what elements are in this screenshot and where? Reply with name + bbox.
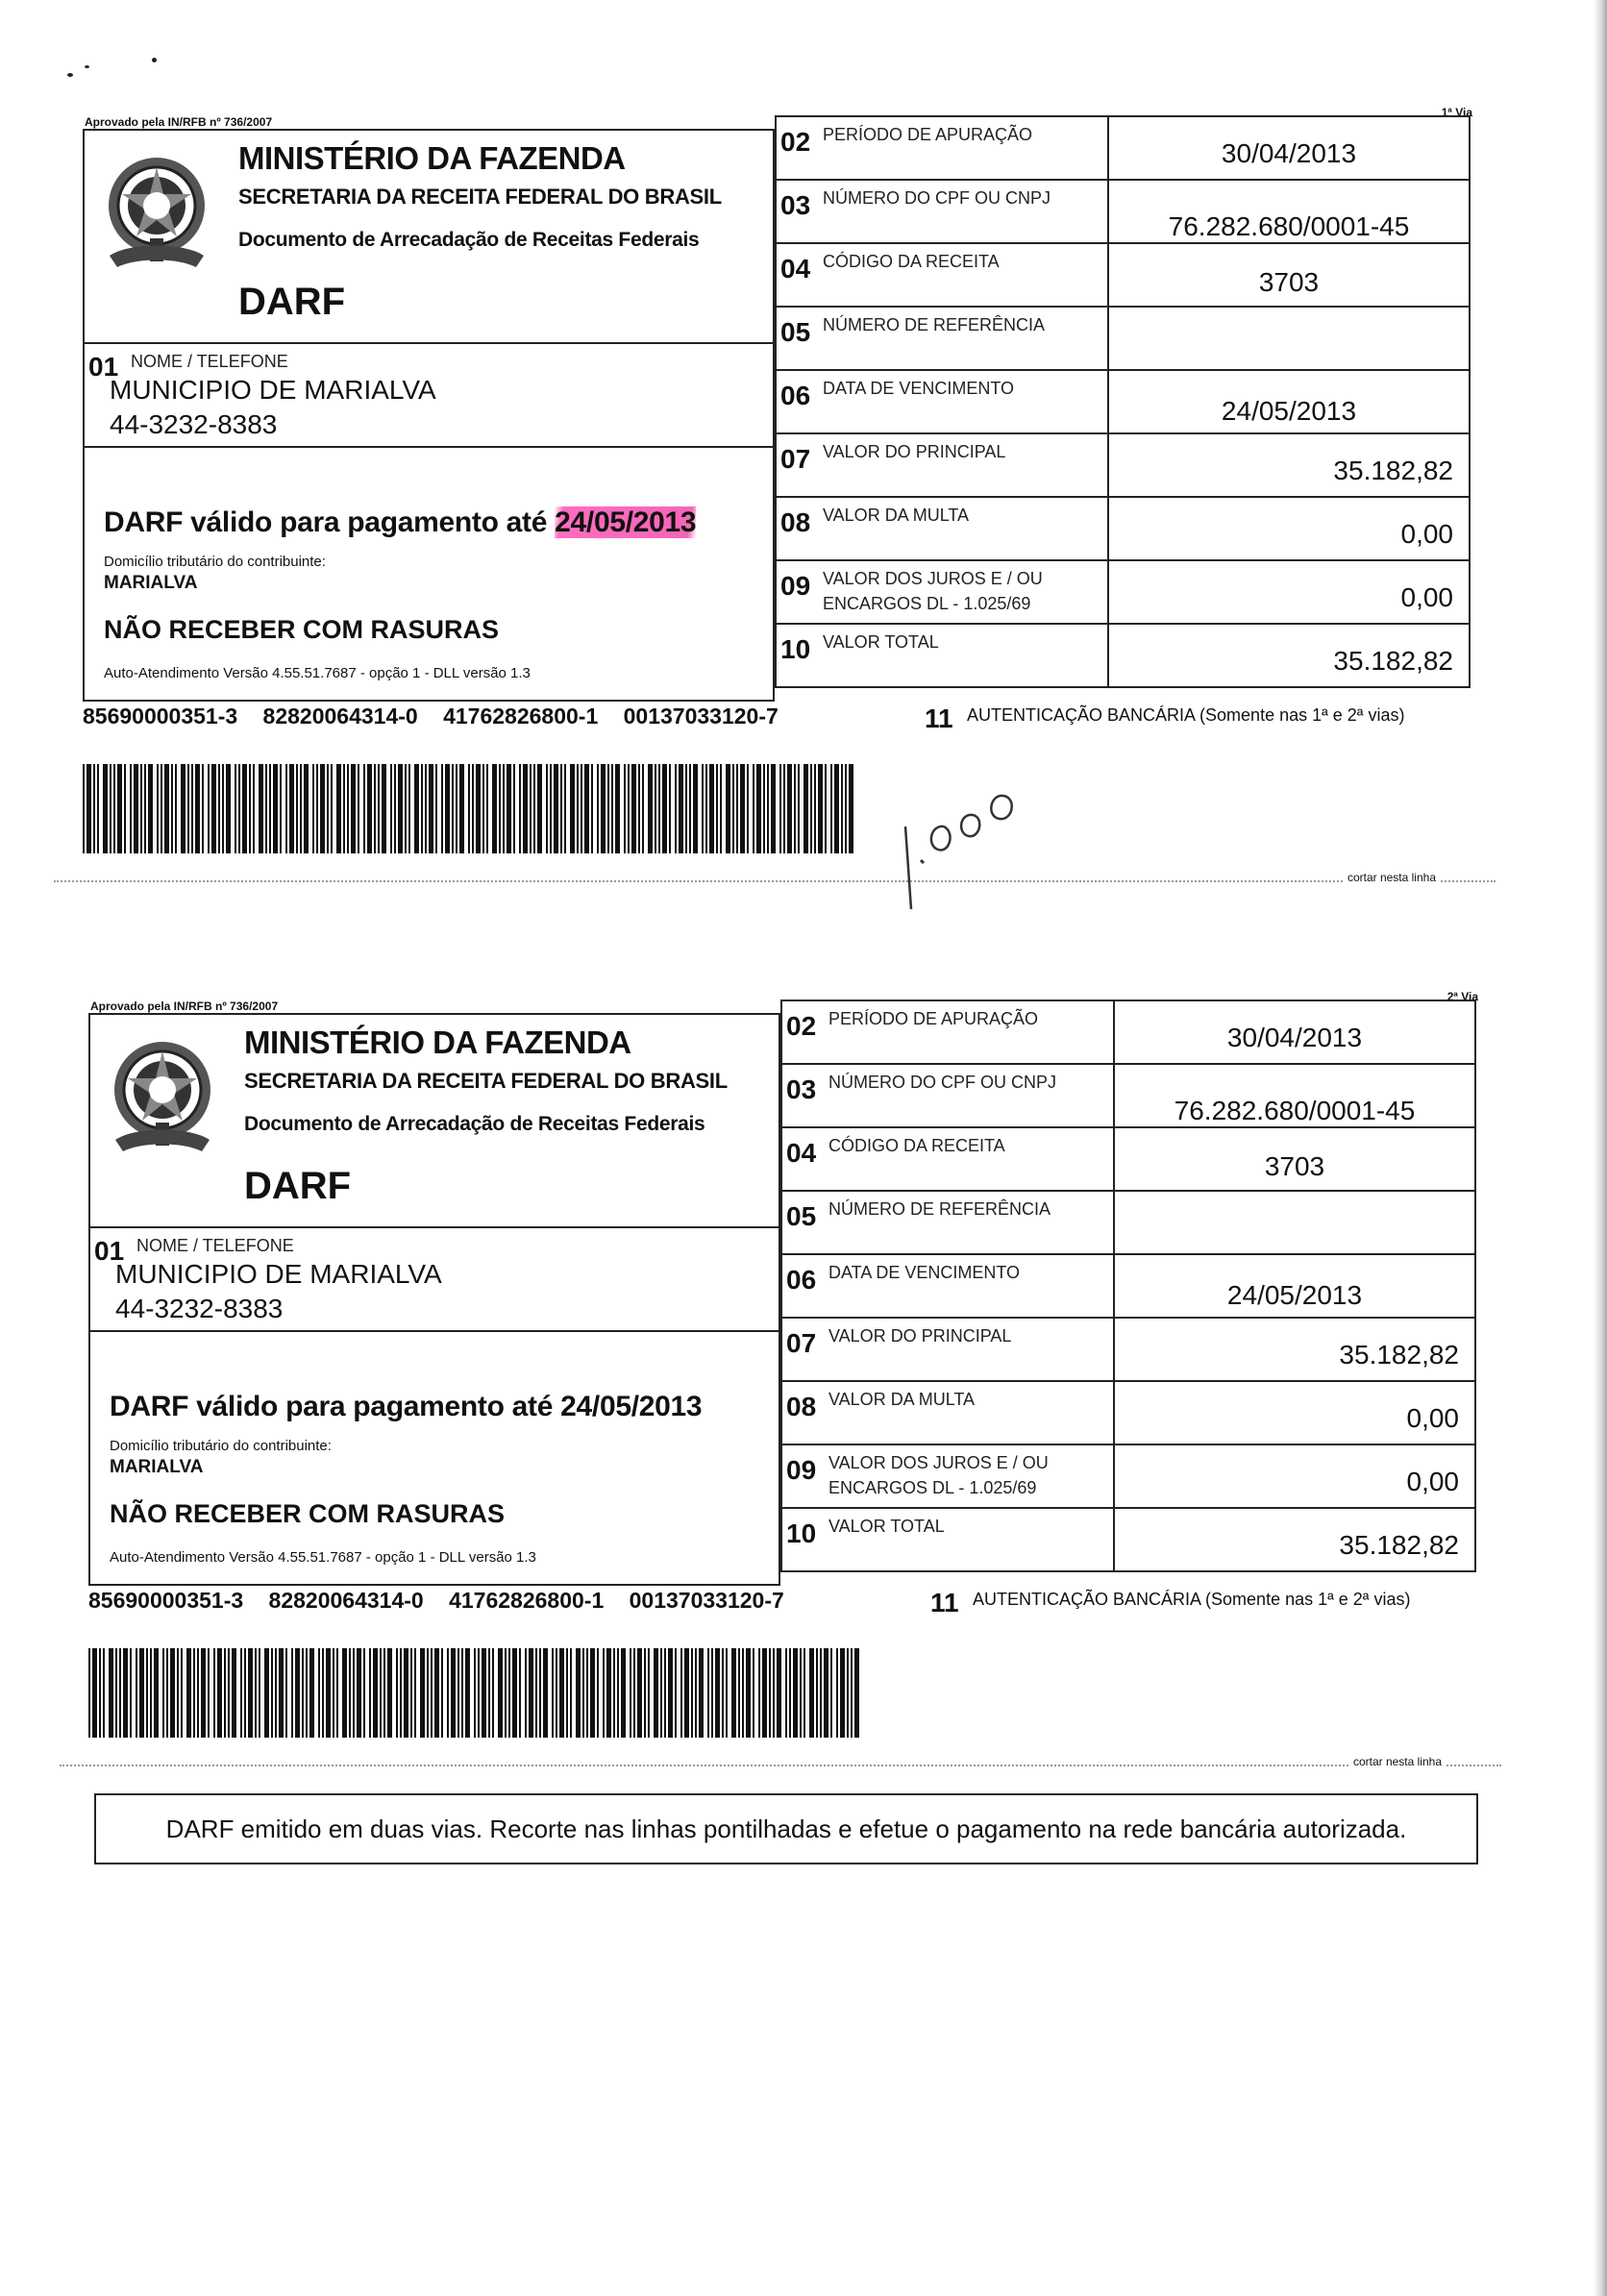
barcode — [83, 764, 853, 853]
divider — [775, 496, 1471, 498]
domicile-value: MARIALVA — [110, 1457, 204, 1477]
emission-footer-note: DARF emitido em duas vias. Recorte nas linhas pontilhadas e efetue o pagamento na rede bancária autorizada. — [94, 1793, 1478, 1864]
taxpayer-phone: 44-3232-8383 — [115, 1294, 284, 1323]
divider — [780, 1380, 1476, 1382]
field-number-02: 02 — [786, 1011, 817, 1041]
field-value-03: 76.282.680/0001-45 — [1168, 211, 1410, 241]
divider — [83, 342, 775, 344]
divider — [83, 446, 775, 448]
field-number-08: 08 — [786, 1392, 817, 1421]
domicile-label: Domicílio tributário do contribuinte: — [110, 1438, 332, 1454]
approval-note: Aprovado pela IN/RFB nº 736/2007 — [85, 115, 273, 129]
field-label-02: PERÍODO DE APURAÇÃO — [828, 1009, 1039, 1028]
divider — [775, 432, 1471, 434]
scan-speck — [85, 65, 89, 68]
scan-speck — [152, 58, 157, 62]
field-number-11: 11 — [925, 704, 953, 733]
scan-edge-shadow — [1594, 0, 1607, 2296]
secretaria-title: SECRETARIA DA RECEITA FEDERAL DO BRASIL — [238, 185, 722, 209]
divider — [780, 1063, 1476, 1065]
coat-of-arms-icon — [106, 1034, 219, 1157]
field-value-08: 0,00 — [1406, 1403, 1459, 1433]
no-erasures-warning: NÃO RECEBER COM RASURAS — [110, 1499, 506, 1528]
approval-note: Aprovado pela IN/RFB nº 736/2007 — [90, 1000, 279, 1013]
field-value-10: 35.182,82 — [1333, 646, 1453, 676]
field-number-08: 08 — [780, 507, 811, 537]
field-label-04: CÓDIGO DA RECEITA — [823, 252, 1000, 271]
taxpayer-phone: 44-3232-8383 — [110, 409, 278, 439]
divider — [88, 1330, 780, 1332]
divider — [780, 1253, 1476, 1255]
validity-statement — [110, 1391, 702, 1423]
cut-line-label: cortar nesta linha — [1349, 1755, 1446, 1768]
validity-date: 24/05/2013 — [560, 1391, 703, 1422]
field-number-10: 10 — [786, 1518, 817, 1548]
divider — [775, 559, 1471, 561]
no-erasures-warning: NÃO RECEBER COM RASURAS — [104, 615, 500, 644]
divider — [88, 1226, 780, 1228]
barcode-digit-line: 85690000351-3 82820064314-0 41762826800-1 00137033120-7 — [88, 1588, 784, 1613]
field-value-09: 0,00 — [1400, 582, 1453, 612]
domicile-label: Domicílio tributário do contribuinte: — [104, 554, 326, 570]
darf-title: DARF — [238, 281, 346, 323]
document-name: Documento de Arrecadação de Receitas Federais — [244, 1113, 705, 1135]
field-value-02: 30/04/2013 — [1226, 1023, 1363, 1052]
field-number-04: 04 — [780, 254, 811, 284]
document-name: Documento de Arrecadação de Receitas Federais — [238, 229, 700, 251]
field-label-08: VALOR DA MULTA — [828, 1390, 976, 1409]
divider — [775, 369, 1471, 371]
divider — [775, 306, 1471, 308]
field-number-07: 07 — [786, 1328, 817, 1358]
scan-speck — [67, 73, 73, 77]
field-number-03: 03 — [780, 190, 811, 220]
field-label-09-line2: ENCARGOS DL - 1.025/69 — [823, 594, 1031, 613]
divider — [775, 623, 1471, 625]
divider — [780, 1317, 1476, 1319]
field-value-03: 76.282.680/0001-45 — [1174, 1096, 1416, 1125]
domicile-value: MARIALVA — [104, 573, 198, 593]
bank-authentication-label: AUTENTICAÇÃO BANCÁRIA (Somente nas 1ª e 2ª vias) — [967, 705, 1405, 725]
self-service-version: Auto-Atendimento Versão 4.55.51.7687 - opção 1 - DLL versão 1.3 — [104, 665, 531, 681]
barcode-digit-line: 85690000351-3 82820064314-0 41762826800-1 00137033120-7 — [83, 704, 779, 728]
field-number-07: 07 — [780, 444, 811, 474]
field-label-03: NÚMERO DO CPF OU CNPJ — [828, 1073, 1057, 1092]
field-label-name-phone: NOME / TELEFONE — [131, 352, 288, 371]
field-label-08: VALOR DA MULTA — [823, 506, 970, 525]
taxpayer-name: MUNICIPIO DE MARIALVA — [115, 1259, 442, 1289]
field-number-05: 05 — [780, 317, 811, 347]
darf-title: DARF — [244, 1165, 352, 1207]
field-label-10: VALOR TOTAL — [823, 632, 939, 652]
field-number-01: 01 — [94, 1236, 125, 1266]
field-value-08: 0,00 — [1400, 519, 1453, 549]
divider — [780, 1507, 1476, 1509]
field-value-04: 3703 — [1258, 267, 1320, 297]
divider — [780, 1126, 1476, 1128]
field-label-09: VALOR DOS JUROS E / OU — [823, 569, 1043, 588]
divider — [775, 179, 1471, 181]
cut-line — [54, 880, 1496, 882]
divider — [780, 1190, 1476, 1192]
secretaria-title: SECRETARIA DA RECEITA FEDERAL DO BRASIL — [244, 1069, 728, 1093]
field-number-11: 11 — [930, 1588, 959, 1617]
field-value-07: 35.182,82 — [1333, 456, 1453, 485]
ministry-title: MINISTÉRIO DA FAZENDA — [238, 140, 626, 176]
field-value-07: 35.182,82 — [1339, 1340, 1459, 1370]
taxpayer-name: MUNICIPIO DE MARIALVA — [110, 375, 436, 405]
field-number-03: 03 — [786, 1074, 817, 1104]
field-value-04: 3703 — [1264, 1151, 1325, 1181]
via-label: 1ª Via — [1441, 106, 1472, 119]
field-number-10: 10 — [780, 634, 811, 664]
barcode — [88, 1648, 859, 1738]
cut-line-label: cortar nesta linha — [1344, 871, 1440, 884]
ministry-title: MINISTÉRIO DA FAZENDA — [244, 1025, 631, 1060]
field-number-05: 05 — [786, 1201, 817, 1231]
field-label-10: VALOR TOTAL — [828, 1517, 945, 1536]
field-value-09: 0,00 — [1406, 1467, 1459, 1496]
divider — [775, 242, 1471, 244]
validity-prefix: DARF válido para pagamento até — [110, 1391, 561, 1422]
field-number-02: 02 — [780, 127, 811, 157]
field-label-09-line2: ENCARGOS DL - 1.025/69 — [828, 1478, 1037, 1497]
field-label-05: NÚMERO DE REFERÊNCIA — [828, 1199, 1051, 1219]
field-label-02: PERÍODO DE APURAÇÃO — [823, 125, 1033, 144]
bank-authentication-label: AUTENTICAÇÃO BANCÁRIA (Somente nas 1ª e 2ª vias) — [973, 1590, 1411, 1609]
field-label-07: VALOR DO PRINCIPAL — [823, 442, 1006, 461]
field-number-06: 06 — [780, 381, 811, 410]
field-number-01: 01 — [88, 352, 119, 382]
field-value-06: 24/05/2013 — [1221, 396, 1357, 426]
field-value-06: 24/05/2013 — [1226, 1280, 1363, 1310]
via-label: 2ª Via — [1446, 990, 1478, 1003]
field-number-04: 04 — [786, 1138, 817, 1168]
coat-of-arms-icon — [100, 150, 213, 273]
cut-line — [60, 1765, 1501, 1766]
field-label-03: NÚMERO DO CPF OU CNPJ — [823, 188, 1051, 208]
field-label-07: VALOR DO PRINCIPAL — [828, 1326, 1012, 1346]
validity-date: 24/05/2013 — [555, 506, 697, 538]
field-value-02: 30/04/2013 — [1221, 138, 1357, 168]
field-value-10: 35.182,82 — [1339, 1530, 1459, 1560]
validity-prefix: DARF válido para pagamento até — [104, 506, 556, 538]
divider — [780, 1444, 1476, 1445]
darf-copy-1 — [83, 106, 1472, 903]
field-label-09: VALOR DOS JUROS E / OU — [828, 1453, 1049, 1472]
field-label-05: NÚMERO DE REFERÊNCIA — [823, 315, 1046, 334]
validity-statement — [104, 506, 696, 539]
field-label-name-phone: NOME / TELEFONE — [136, 1236, 294, 1255]
handwritten-annotation — [884, 769, 1048, 913]
darf-copy-2 — [88, 990, 1478, 1788]
field-label-06: DATA DE VENCIMENTO — [828, 1263, 1021, 1282]
self-service-version: Auto-Atendimento Versão 4.55.51.7687 - opção 1 - DLL versão 1.3 — [110, 1549, 536, 1566]
field-number-09: 09 — [780, 571, 811, 601]
field-number-09: 09 — [786, 1455, 817, 1485]
field-label-04: CÓDIGO DA RECEITA — [828, 1136, 1005, 1155]
field-label-06: DATA DE VENCIMENTO — [823, 379, 1015, 398]
field-number-06: 06 — [786, 1265, 817, 1295]
